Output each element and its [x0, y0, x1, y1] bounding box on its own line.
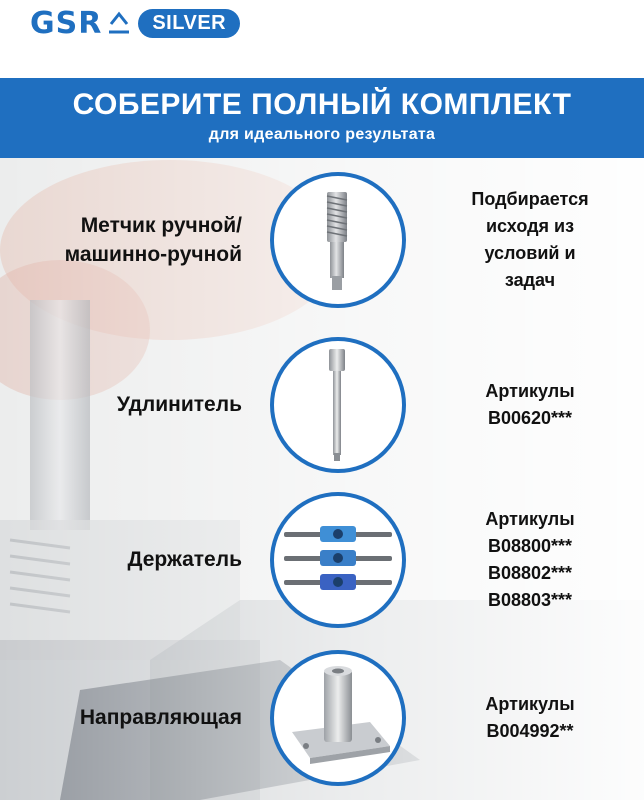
brand-logo: [30, 6, 240, 40]
item-image-circle: [270, 172, 406, 308]
item-row-tap-guide: [0, 648, 644, 788]
silver-badge: SILVER: [138, 9, 240, 38]
item-info: Артикулы B004992**: [485, 694, 575, 741]
logo-mark-icon: [108, 10, 130, 36]
title-banner: [0, 78, 644, 158]
logo-text: GSR: [30, 5, 103, 41]
item-label: Метчик ручной/ машинно-ручной: [64, 213, 242, 266]
item-info: Артикулы B00620***: [485, 381, 575, 428]
extension-icon: [274, 341, 402, 469]
item-label: Держатель: [127, 548, 242, 572]
item-label: Удлинитель: [116, 393, 242, 417]
banner-title: СОБЕРИТЕ ПОЛНЫЙ КОМПЛЕКТ: [72, 88, 572, 121]
banner-subtitle: для идеального результата: [208, 126, 436, 143]
item-row-extension: [0, 335, 644, 475]
item-row-tap: [0, 170, 644, 310]
tap-icon: [274, 176, 402, 304]
tap-guide-icon: [274, 654, 402, 782]
item-info: Артикулы B08800*** B08802*** B08803***: [485, 509, 575, 610]
item-image-circle: [270, 337, 406, 473]
item-label: Направляющая: [79, 706, 242, 730]
tap-wrench-icon: [274, 496, 402, 624]
item-image-circle: [270, 492, 406, 628]
item-row-tap-wrench: [0, 490, 644, 630]
item-image-circle: [270, 650, 406, 786]
item-info: Подбирается исходя из условий и задач: [471, 189, 589, 290]
